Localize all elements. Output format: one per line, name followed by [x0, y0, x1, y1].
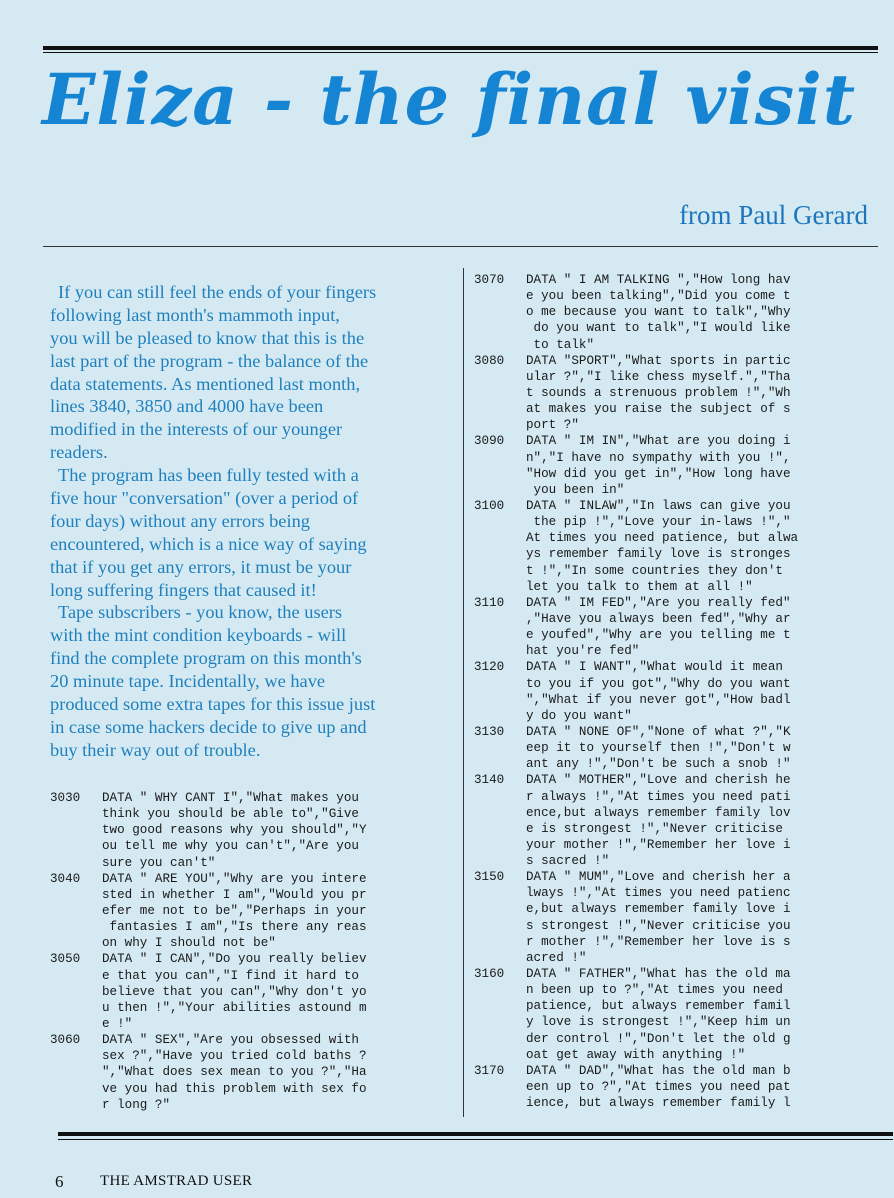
listing-entry: [50, 871, 367, 952]
code-line: ys remember family love is stronges: [526, 547, 791, 562]
code-line: s strongest !","Never criticise you: [526, 918, 791, 933]
code-line: r long ?": [102, 1097, 171, 1112]
line-number: 3160: [474, 967, 505, 982]
intro-line: data statements. As mentioned last month,: [50, 373, 361, 394]
code-line: fantasies I am","Is there any reas: [102, 920, 367, 935]
code-line: port ?": [526, 418, 579, 433]
listing-entry: [474, 595, 798, 660]
intro-line: five hour "conversation" (over a period of: [50, 488, 359, 509]
code-line: n been up to ?","At times you need: [526, 983, 783, 998]
code-line: patience, but always remember famil: [526, 999, 791, 1014]
intro-line: The program has been fully tested with a: [58, 465, 359, 486]
code-line: e that you can","I find it hard to: [102, 968, 359, 983]
code-line: e you been talking","Did you come t: [526, 289, 791, 304]
line-number: 3040: [50, 871, 81, 886]
code-line: "How did you get in","How long have: [526, 466, 791, 481]
intro-line: If you can still feel the ends of your fingers: [58, 282, 377, 302]
listing-entry: [474, 498, 798, 595]
code-line: ular ?","I like chess myself.","Tha: [526, 369, 791, 384]
code-line: sure you can't": [102, 855, 216, 870]
code-line: hat you're fed": [526, 644, 640, 659]
code-line: n","I have no sympathy with you !",: [526, 450, 791, 465]
code-line: to talk": [526, 337, 595, 352]
listing-entry: [474, 772, 798, 869]
code-line: e,but always remember family love i: [526, 902, 791, 917]
code-line: ,"Have you always been fed","Why ar: [526, 611, 791, 626]
line-number: 3050: [50, 952, 81, 967]
code-line: your mother !","Remember her love i: [526, 837, 791, 852]
intro-line: encountered, which is a nice way of saying: [50, 533, 367, 554]
code-line: you been in": [526, 482, 625, 497]
code-line: DATA " I WANT","What would it mean: [526, 660, 783, 675]
listing-entry: [50, 951, 367, 1032]
code-line: e youfed","Why are you telling me t: [526, 628, 791, 643]
code-line: ence,but always remember family lov: [526, 805, 791, 820]
code-line: s sacred !": [526, 854, 610, 869]
code-line: ience, but always remember family l: [526, 1096, 791, 1111]
code-line: sted in whether I am","Would you pr: [102, 887, 367, 902]
code-line: DATA " WHY CANT I","What makes you: [102, 791, 359, 805]
code-line: believe that you can","Why don't yo: [102, 984, 367, 999]
listing-entry: [50, 790, 367, 871]
code-line: lways !","At times you need patienc: [526, 886, 791, 901]
intro-line: modified in the interests of our younger: [50, 419, 343, 440]
code-line: e is strongest !","Never criticise: [526, 821, 783, 836]
code-line: een up to ?","At times you need pat: [526, 1080, 791, 1095]
code-line: sex ?","Have you tried cold baths ?: [102, 1049, 367, 1064]
code-line: DATA " DAD","What has the old man b: [526, 1063, 791, 1078]
code-listing-right: [474, 272, 798, 1111]
code-line: DATA " IM FED","Are you really fed": [526, 595, 791, 610]
intro-line: lines 3840, 3850 and 4000 have been: [50, 396, 324, 417]
code-line: DATA " MOTHER","Love and cherish he: [526, 773, 791, 788]
line-number: 3110: [474, 595, 505, 610]
code-line: ","What does sex mean to you ?","Ha: [102, 1065, 367, 1080]
listing-entry: [50, 1032, 367, 1113]
code-line: r mother !","Remember her love is s: [526, 934, 791, 949]
intro-line: Tape subscribers - you know, the users: [58, 602, 343, 623]
intro-line: readers.: [50, 442, 108, 463]
line-number: 3140: [474, 773, 505, 788]
page-number: 6: [55, 1172, 64, 1191]
bottom-rule: [58, 1132, 893, 1136]
line-number: 3080: [474, 353, 505, 368]
code-line: DATA " SEX","Are you obsessed with: [102, 1033, 359, 1048]
intro-line: 20 minute tape. Incidentally, we have: [50, 671, 326, 692]
header-divider: [43, 246, 878, 247]
code-line: eep it to yourself then !","Don't w: [526, 741, 791, 756]
code-line: efer me not to be","Perhaps in your: [102, 903, 367, 918]
line-number: 3090: [474, 434, 505, 449]
line-number: 3070: [474, 273, 505, 287]
listing-entry: [474, 272, 798, 353]
intro-line: four days) without any errors being: [50, 510, 310, 531]
magazine-name: THE AMSTRAD USER: [100, 1173, 253, 1189]
listing-entry: [474, 966, 798, 1063]
intro-line: buy their way out of trouble.: [50, 739, 261, 760]
line-number: 3150: [474, 870, 505, 885]
listing-entry: [474, 869, 798, 966]
intro-line: that if you get any errors, it must be your: [50, 556, 352, 577]
article-title: Eliza - the final visit: [42, 58, 857, 141]
intro-line: last part of the program - the balance of the: [50, 350, 369, 371]
code-line: DATA " IM IN","What are you doing i: [526, 434, 791, 449]
byline: from Paul Gerard: [679, 200, 868, 230]
code-line: DATA "SPORT","What sports in partic: [526, 353, 791, 368]
code-line: t !","In some countries they don't: [526, 563, 783, 578]
code-line: ","What if you never got","How badl: [526, 692, 791, 707]
code-line: on why I should not be": [102, 936, 276, 951]
code-line: DATA " FATHER","What has the old ma: [526, 967, 791, 982]
code-line: DATA " ARE YOU","Why are you intere: [102, 871, 367, 886]
code-line: two good reasons why you should","Y: [102, 823, 367, 838]
intro-line: you will be pleased to know that this is the: [50, 327, 365, 348]
code-line: o me because you want to talk","Why: [526, 305, 791, 320]
code-line: der control !","Don't let the old g: [526, 1031, 791, 1046]
intro-line: produced some extra tapes for this issue just: [50, 694, 376, 715]
code-line: ant any !","Don't be such a snob !": [526, 757, 791, 772]
code-line: acred !": [526, 950, 587, 965]
listing-entry: [474, 659, 798, 724]
intro-line: long suffering fingers that caused it!: [50, 579, 317, 600]
bottom-rule-thin: [58, 1139, 893, 1140]
line-number: 3130: [474, 724, 505, 739]
line-number: 3100: [474, 498, 505, 513]
code-line: to you if you got","Why do you want: [526, 676, 791, 691]
intro-line: with the mint condition keyboards - will: [50, 625, 347, 646]
code-line: oat get away with anything !": [526, 1047, 746, 1062]
code-line: u then !","Your abilities astound m: [102, 1000, 367, 1015]
code-line: DATA " NONE OF","None of what ?","K: [526, 724, 791, 739]
code-line: y do you want": [526, 708, 632, 723]
listing-entry: [474, 724, 798, 772]
top-rule-thin: [43, 52, 878, 53]
line-number: 3120: [474, 660, 505, 675]
listing-entry: [474, 433, 798, 498]
code-line: let you talk to them at all !": [526, 579, 753, 594]
code-line: ve you had this problem with sex fo: [102, 1081, 367, 1096]
code-line: think you should be able to","Give: [102, 807, 359, 822]
intro-line: find the complete program on this month's: [50, 648, 362, 669]
code-line: e !": [102, 1016, 133, 1031]
code-line: r always !","At times you need pati: [526, 789, 791, 804]
code-line: ou tell me why you can't","Are you: [102, 839, 359, 854]
code-line: at makes you raise the subject of s: [526, 402, 791, 417]
intro-line: following last month's mammoth input,: [50, 304, 340, 325]
intro-line: in case some hackers decide to give up and: [50, 716, 367, 737]
code-line: y love is strongest !","Keep him un: [526, 1015, 791, 1030]
code-line: t sounds a strenuous problem !","Wh: [526, 385, 791, 400]
intro-text: [50, 281, 438, 762]
column-divider: [463, 268, 464, 1117]
code-listing-left: [50, 790, 367, 1113]
code-line: DATA " MUM","Love and cherish her a: [526, 870, 791, 885]
line-number: 3170: [474, 1063, 505, 1078]
code-line: DATA " INLAW","In laws can give you: [526, 498, 791, 513]
code-line: DATA " I AM TALKING ","How long hav: [526, 273, 791, 287]
line-number: 3030: [50, 791, 81, 805]
top-rule: [43, 46, 878, 50]
code-line: do you want to talk","I would like: [526, 321, 791, 336]
code-line: DATA " I CAN","Do you really believ: [102, 952, 367, 967]
listing-entry: [474, 1063, 798, 1111]
code-line: the pip !","Love your in-laws !",": [526, 515, 791, 530]
listing-entry: [474, 353, 798, 434]
code-line: At times you need patience, but alwa: [526, 531, 799, 546]
line-number: 3060: [50, 1033, 81, 1048]
